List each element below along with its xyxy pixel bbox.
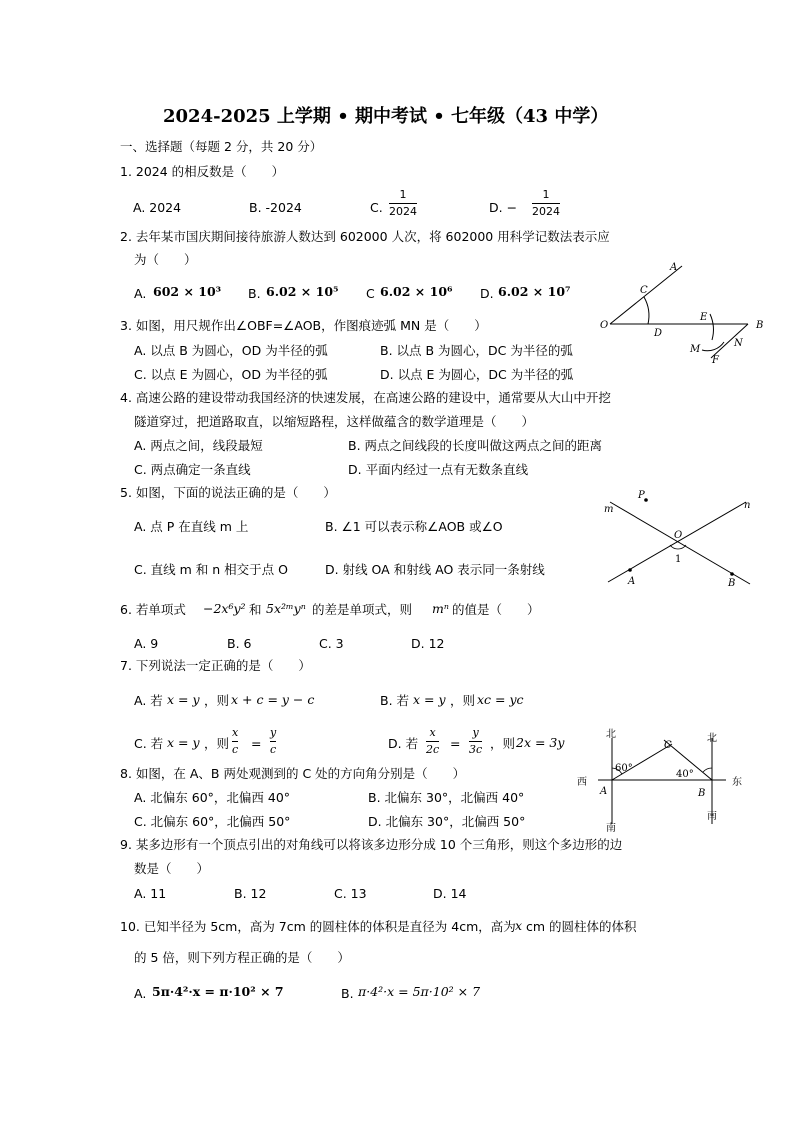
q2-option-c-expr: 6.02 × 10⁶ xyxy=(380,284,453,299)
q2-option-d-expr: 6.02 × 10⁷ xyxy=(498,284,571,299)
fig-label-angle-40: 40° xyxy=(676,769,694,780)
q1-option-d-fraction xyxy=(532,189,560,217)
q1-option-a[interactable]: A. 2024 xyxy=(133,200,182,215)
q6-option-a[interactable]: A. 9 xyxy=(134,636,159,651)
q7-option-c-cond: x = y xyxy=(167,735,200,750)
fig-label-p: P xyxy=(638,490,645,501)
fraction-numerator: y xyxy=(270,726,277,739)
q5-option-b[interactable]: B. ∠1 可以表示称∠AOB 或∠O xyxy=(325,519,503,534)
q3-stem: 3. 如图，用尺规作出∠OBF=∠AOB，作图痕迹弧 MN 是（ ） xyxy=(120,318,487,333)
q6-stem-part4: 的值是（ ） xyxy=(452,602,540,617)
q2-option-d-label[interactable]: D. xyxy=(480,286,494,301)
q9-stem-line1: 9. 某多边形有一个顶点引出的对角线可以将该多边形分成 10 个三角形，则这个多边形的边 xyxy=(120,837,623,852)
q4-stem-line2: 隧道穿过，把道路取直，以缩短路程，这样做蕴含的数学道理是（ ） xyxy=(134,414,535,429)
q4-option-d[interactable]: D. 平面内经过一点有无数条直线 xyxy=(348,462,529,477)
q6-term2: 5x²ᵐyⁿ xyxy=(266,601,306,616)
fig-label-e: E xyxy=(700,312,708,323)
fig-label-north-b: 北 xyxy=(707,733,717,744)
q6-power: mⁿ xyxy=(432,601,449,616)
q7-option-a-then: ，则 xyxy=(204,693,230,708)
q3-option-d[interactable]: D. 以点 E 为圆心，DC 为半径的弧 xyxy=(380,367,574,382)
q2-option-b-expr: 6.02 × 10⁵ xyxy=(266,284,339,299)
q10-option-b-label[interactable]: B. xyxy=(341,986,354,1001)
q4-option-a[interactable]: A. 两点之间，线段最短 xyxy=(134,438,263,453)
fig-label-d: D xyxy=(654,328,663,339)
q7-option-c-equals: = xyxy=(251,736,262,751)
line-m xyxy=(610,502,750,584)
q9-option-b[interactable]: B. 12 xyxy=(234,886,267,901)
fig-label-n: N xyxy=(734,338,743,349)
fig-label-m: m xyxy=(604,504,614,515)
fraction-numerator: y xyxy=(472,726,479,739)
fig-label-o: O xyxy=(674,530,683,541)
q6-stem-part2: 和 xyxy=(249,602,262,617)
q7-option-b-prefix[interactable]: B. 若 xyxy=(380,693,410,708)
q7-option-d-result: 2x = 3y xyxy=(516,735,565,750)
q8-option-c[interactable]: C. 北偏东 60°，北偏西 50° xyxy=(134,814,291,829)
fraction-denominator: 2024 xyxy=(389,205,417,218)
fig-label-a: A xyxy=(670,262,678,273)
fig-label-o: O xyxy=(600,320,609,331)
fig-label-a: A xyxy=(628,576,636,587)
q1-option-c-label[interactable]: C. xyxy=(370,200,383,215)
q10-option-a-expr: 5π·4²·x = π·10² × 7 xyxy=(152,984,284,999)
q7-option-d-fraction1 xyxy=(426,727,439,755)
q8-option-d[interactable]: D. 北偏东 30°，北偏西 50° xyxy=(368,814,526,829)
q10-option-b-expr: π·4²·x = 5π·10² × 7 xyxy=(358,984,481,999)
q7-option-b-then: ，则 xyxy=(450,693,476,708)
fig-label-c: C xyxy=(640,285,648,296)
fraction-denominator: 2024 xyxy=(532,205,560,218)
q7-option-c-then: ，则 xyxy=(204,736,230,751)
fig-label-b: B xyxy=(728,578,736,589)
q7-option-b-result: xc = yc xyxy=(477,692,524,707)
q8-option-b[interactable]: B. 北偏东 30°，北偏西 40° xyxy=(368,790,525,805)
q3-option-c[interactable]: C. 以点 E 为圆心，OD 为半径的弧 xyxy=(134,367,328,382)
q8-stem: 8. 如图，在 A、B 两处观测到的 C 处的方向角分别是（ ） xyxy=(120,766,466,781)
q10-stem-line1-part2: cm 的圆柱体的体积 xyxy=(526,919,637,934)
q7-option-a-result: x + c = y − c xyxy=(231,692,315,707)
fraction-denominator: 2c xyxy=(426,743,440,756)
point-b xyxy=(730,572,734,576)
fig-label-b: B xyxy=(756,320,764,331)
q2-option-b-label[interactable]: B. xyxy=(248,286,261,301)
fig-label-south-a: 南 xyxy=(606,823,616,834)
fig-label-angle-60: 60° xyxy=(615,763,633,774)
fig-label-n: n xyxy=(744,500,751,511)
q6-option-c[interactable]: C. 3 xyxy=(319,636,344,651)
q7-option-d-equals: = xyxy=(450,736,461,751)
angle-40-arc xyxy=(703,768,712,772)
q7-stem: 7. 下列说法一定正确的是（ ） xyxy=(120,658,311,673)
q7-option-c-prefix[interactable]: C. 若 xyxy=(134,736,164,751)
q2-stem-line2: 为（ ） xyxy=(134,252,197,267)
q1-option-b[interactable]: B. -2024 xyxy=(249,200,302,215)
q6-option-d[interactable]: D. 12 xyxy=(411,636,445,651)
fig-label-north-a: 北 xyxy=(606,729,616,740)
fraction-numerator: 1 xyxy=(399,188,407,201)
fig-label-south-b: 南 xyxy=(707,811,717,822)
fig-label-west: 西 xyxy=(577,777,587,788)
q6-stem-part1: 6. 若单项式 xyxy=(120,602,186,617)
q2-stem-line1: 2. 去年某市国庆期间接待旅游人数达到 602000 人次，将 602000 用科学记数法表示应 xyxy=(120,229,610,244)
q10-stem-line1-part1: 10. 已知半径为 5cm，高为 7cm 的圆柱体的体积是直径为 4cm，高为 xyxy=(120,919,516,934)
q10-variable-x: x xyxy=(515,918,523,933)
fig-label-1: 1 xyxy=(675,554,682,565)
q3-figure xyxy=(596,258,776,368)
q9-option-c[interactable]: C. 13 xyxy=(334,886,367,901)
q4-option-b[interactable]: B. 两点之间线段的长度叫做这两点之间的距离 xyxy=(348,438,603,453)
q2-option-a-label[interactable]: A. xyxy=(134,286,147,301)
ray-ac xyxy=(612,744,672,780)
fraction-numerator: x xyxy=(232,726,239,739)
q6-option-b[interactable]: B. 6 xyxy=(227,636,252,651)
q1-stem: 1. 2024 的相反数是（ ） xyxy=(120,164,285,179)
q7-option-b-cond: x = y xyxy=(413,692,446,707)
fraction-denominator: c xyxy=(232,743,239,756)
section-heading: 一、选择题（每题 2 分，共 20 分） xyxy=(120,139,323,154)
q5-option-c[interactable]: C. 直线 m 和 n 相交于点 O xyxy=(134,562,288,577)
fig-label-east: 东 xyxy=(732,777,742,788)
fig-label-b: B xyxy=(698,788,706,799)
fig-label-c: C xyxy=(664,740,672,751)
q7-option-d-fraction2 xyxy=(469,727,482,755)
q10-stem-line2: 的 5 倍，则下列方程正确的是（ ） xyxy=(134,950,350,965)
q8-figure xyxy=(574,728,774,834)
arc-ef xyxy=(710,314,713,340)
q7-option-d-then: ，则 xyxy=(490,736,516,751)
q7-option-c-fraction2 xyxy=(270,727,276,755)
q3-option-b[interactable]: B. 以点 B 为圆心，DC 为半径的弧 xyxy=(380,343,573,358)
q8-option-a[interactable]: A. 北偏东 60°，北偏西 40° xyxy=(134,790,291,805)
q5-figure xyxy=(598,488,768,590)
q7-option-a-prefix[interactable]: A. 若 xyxy=(134,693,163,708)
q1-option-d-label[interactable]: D. − xyxy=(489,200,518,215)
q6-term1: −2x⁶y² xyxy=(203,601,246,616)
q1-option-c-fraction xyxy=(389,189,417,217)
q7-option-d-prefix[interactable]: D. 若 xyxy=(388,736,419,751)
q5-stem: 5. 如图，下面的说法正确的是（ ） xyxy=(120,485,336,500)
fig-label-f: F xyxy=(712,355,719,366)
fraction-numerator: 1 xyxy=(542,188,550,201)
q3-option-a[interactable]: A. 以点 B 为圆心，OD 为半径的弧 xyxy=(134,343,328,358)
q10-option-a-label[interactable]: A. xyxy=(134,986,147,1001)
q5-option-a[interactable]: A. 点 P 在直线 m 上 xyxy=(134,519,249,534)
fraction-numerator: x xyxy=(429,726,436,739)
point-p xyxy=(644,498,648,502)
fraction-denominator: c xyxy=(270,743,277,756)
arc-cd xyxy=(644,297,649,324)
q2-option-c-label[interactable]: C xyxy=(366,286,375,301)
fig-label-a: A xyxy=(600,786,608,797)
q7-option-c-fraction1 xyxy=(232,727,238,755)
q9-stem-line2: 数是（ ） xyxy=(134,861,210,876)
q7-option-a-cond: x = y xyxy=(167,692,200,707)
q2-option-a-expr: 602 × 10³ xyxy=(153,284,222,299)
q6-stem-part3: 的差是单项式，则 xyxy=(312,602,413,617)
fig-label-m: M xyxy=(690,344,701,355)
q9-option-a[interactable]: A. 11 xyxy=(134,886,167,901)
q4-stem-line1: 4. 高速公路的建设带动我国经济的快速发展，在高速公路的建设中，通常要从大山中开挖 xyxy=(120,390,611,405)
q9-option-d[interactable]: D. 14 xyxy=(433,886,467,901)
page-title: 2024-2025 上学期 • 期中考试 • 七年级（43 中学） xyxy=(163,106,609,127)
fraction-denominator: 3c xyxy=(469,743,483,756)
q5-option-d[interactable]: D. 射线 OA 和射线 AO 表示同一条射线 xyxy=(325,562,545,577)
q4-option-c[interactable]: C. 两点确定一条直线 xyxy=(134,462,251,477)
point-a xyxy=(628,568,632,572)
